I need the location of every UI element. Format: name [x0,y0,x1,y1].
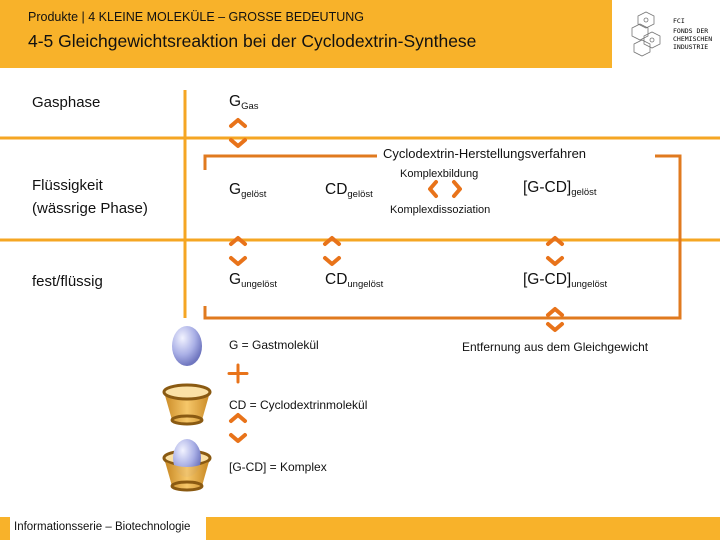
logo-line-2: FONDS DER [673,27,709,35]
species-symbol: G [229,271,242,288]
complex-formation-label: Komplexbildung [400,168,479,180]
process-frame [205,156,377,170]
footer-text: Informationsserie – Biotechnologie [14,521,191,533]
legend-guest-molecule: G = Gastmolekül [229,338,319,352]
equilibrium-arrow-gas-liquid [231,120,245,146]
logo-line-1: FCI [673,17,685,25]
process-title: Cyclodextrin-Herstellungsverfahren [383,146,587,161]
legend-cyclodextrin: CD = Cyclodextrinmolekül [229,398,368,412]
species-g-dissolved [229,181,266,200]
cyclodextrin-icon [164,385,210,424]
species-index: gelöst [347,189,373,200]
species-g-gas [229,93,259,112]
logo-line-4: INDUSTRIE [673,43,709,51]
complex-dissociation-label: Komplexdissoziation [390,204,491,216]
species-symbol: G [229,93,242,110]
species-g-undissolved [229,271,277,290]
species-symbol: CD [325,271,348,288]
equilibrium-arrow-gcd-solid [548,238,562,264]
legend-arrow-1 [231,415,245,441]
removal-label: Entfernung aus dem Gleichgewicht [462,340,649,354]
phase-label-liquid: Flüssigkeit [32,177,103,194]
plus-icon [229,365,247,382]
species-index: ungelöst [241,279,277,290]
species-symbol: G [229,181,242,198]
species-index: Gas [241,101,259,112]
species-gcd-dissolved [523,179,597,198]
species-cd-dissolved [325,181,373,200]
species-symbol: [G-CD] [523,179,572,196]
species-symbol: CD [325,181,348,198]
species-symbol: [G-CD] [523,271,572,288]
complex-icon [164,439,210,490]
complex-equilibrium-arrow [430,182,460,196]
phase-label-solid: fest/flüssig [32,273,103,290]
process-frame-right [205,156,680,318]
page-title: 4-5 Gleichgewichtsreaktion bei der Cyclodextrin-Synthese [28,31,477,51]
legend-complex: [G-CD] = Komplex [229,460,327,474]
species-index: ungelöst [571,279,608,290]
equilibrium-arrow-g-solid [231,238,245,264]
logo-line-3: CHEMISCHEN [673,35,713,43]
species-cd-undissolved [325,271,383,290]
equilibrium-arrow-cd-solid [325,238,339,264]
species-index: gelöst [241,189,267,200]
phase-label-gas: Gasphase [32,94,101,111]
species-index: ungelöst [347,279,384,290]
species-index: gelöst [571,187,597,198]
header-subtitle: Produkte | 4 KLEINE MOLEKÜLE – GROSSE BEDEUTUNG [28,10,364,24]
guest-molecule-icon [172,326,202,366]
phase-label-liquid-note: (wässrige Phase) [32,200,148,217]
species-gcd-undissolved [523,271,607,290]
